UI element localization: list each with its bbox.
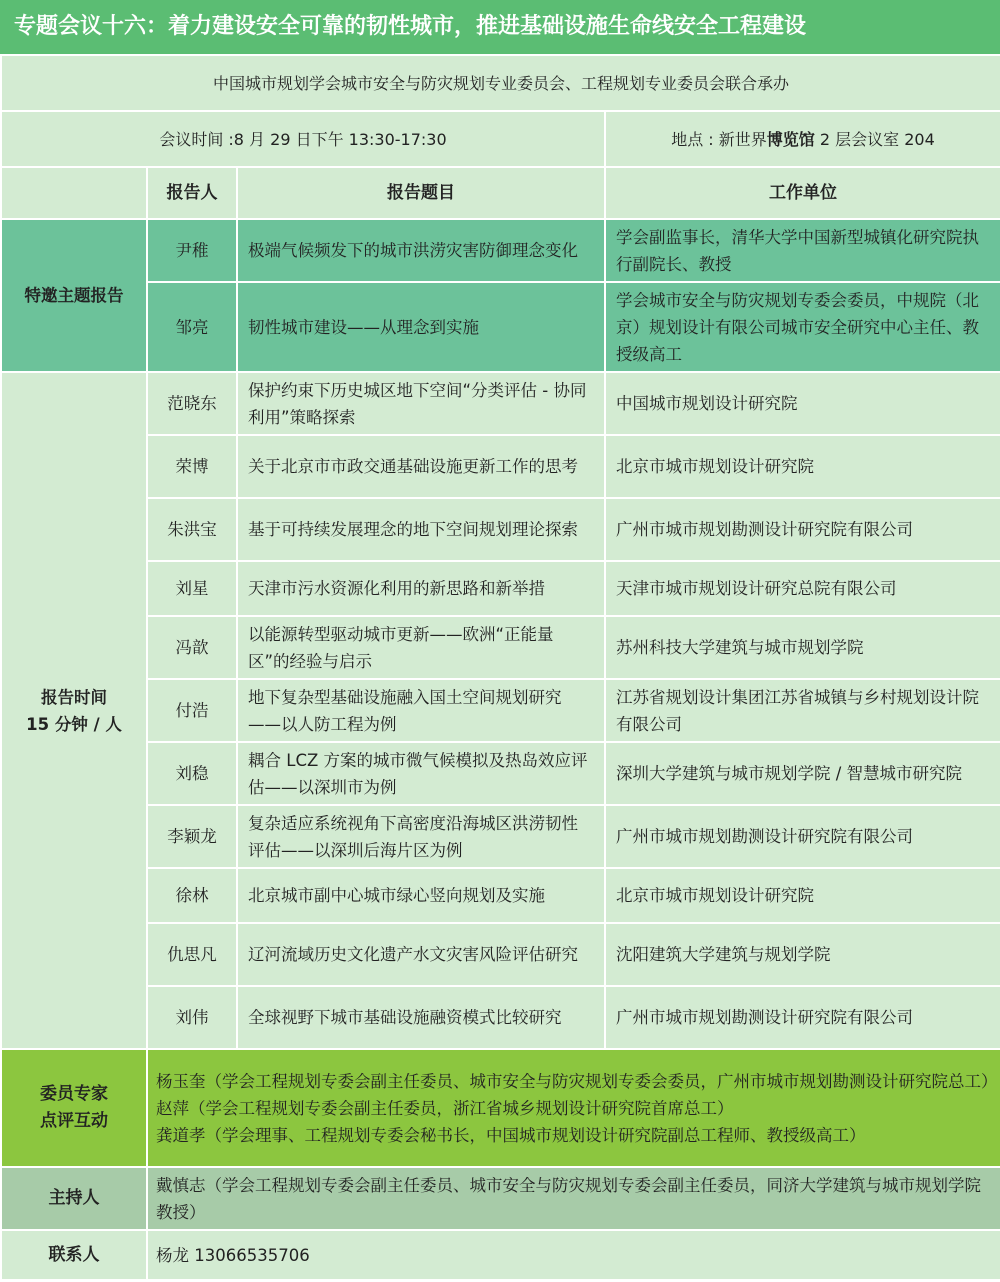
- speaker-name: 范晓东: [147, 372, 237, 435]
- speaker-name: 冯歆: [147, 616, 237, 679]
- review-item: 龚道孝（学会理事、工程规划专委会秘书长，中国城市规划设计研究院副总工程师、教授级高工）: [156, 1125, 866, 1145]
- review-content: [147, 1049, 1000, 1167]
- table-row: [1, 742, 1000, 805]
- host-row: [1, 1167, 1000, 1230]
- table-row: [1, 282, 1000, 372]
- contact-row: [1, 1230, 1000, 1280]
- work-unit: 江苏省规划设计集团江苏省城镇与乡村规划设计院有限公司: [605, 679, 1000, 742]
- table-row: [1, 805, 1000, 868]
- review-item: 赵萍（学会工程规划专委会副主任委员，浙江省城乡规划设计研究院首席总工）: [156, 1098, 734, 1118]
- report-topic: 辽河流域历史文化遗产水文灾害风险评估研究: [237, 923, 605, 986]
- speaker-name: 付浩: [147, 679, 237, 742]
- table-row: [1, 986, 1000, 1049]
- speaker-name: 荣博: [147, 435, 237, 498]
- header-unit: 工作单位: [605, 167, 1000, 219]
- report-topic: 复杂适应系统视角下高密度沿海城区洪涝韧性评估——以深圳后海片区为例: [237, 805, 605, 868]
- table-row: [1, 219, 1000, 282]
- regular-section-label: [1, 372, 147, 1049]
- speaker-name: 刘伟: [147, 986, 237, 1049]
- host-label: 主持人: [1, 1167, 147, 1230]
- report-topic: 以能源转型驱动城市更新——欧洲“正能量区”的经验与启示: [237, 616, 605, 679]
- speaker-name: 朱洪宝: [147, 498, 237, 561]
- contact-label: 联系人: [1, 1230, 147, 1280]
- work-unit: 广州市城市规划勘测设计研究院有限公司: [605, 805, 1000, 868]
- location-prefix: 地点 : 新世界: [671, 129, 767, 149]
- header-speaker: 报告人: [147, 167, 237, 219]
- review-label-line1: 委员专家: [40, 1084, 108, 1104]
- speaker-name: 邹亮: [147, 282, 237, 372]
- speaker-name: 刘稳: [147, 742, 237, 805]
- table-row: [1, 923, 1000, 986]
- organizer-text: 中国城市规划学会城市安全与防灾规划专业委员会、工程规划专业委员会联合承办: [1, 55, 1000, 111]
- review-row: [1, 1049, 1000, 1167]
- table-row: [1, 679, 1000, 742]
- location-venue: 博览馆: [766, 129, 815, 149]
- host-text: 戴慎志（学会工程规划专委会副主任委员、城市安全与防灾规划专委会副主任委员，同济大学建筑与城市规划学院教授）: [147, 1167, 1000, 1230]
- table-row: [1, 498, 1000, 561]
- organizer-row: [1, 55, 1000, 111]
- review-section-label: [1, 1049, 147, 1167]
- speaker-name: 徐林: [147, 868, 237, 923]
- work-unit: 中国城市规划设计研究院: [605, 372, 1000, 435]
- report-topic: 耦合 LCZ 方案的城市微气候模拟及热岛效应评估——以深圳市为例: [237, 742, 605, 805]
- work-unit: 天津市城市规划设计研究总院有限公司: [605, 561, 1000, 616]
- agenda-table: [0, 54, 1000, 1281]
- speaker-name: 尹稚: [147, 219, 237, 282]
- table-row: [1, 372, 1000, 435]
- work-unit: 北京市城市规划设计研究院: [605, 435, 1000, 498]
- table-row: [1, 561, 1000, 616]
- header-empty: [1, 167, 147, 219]
- regular-label-line1: 报告时间: [41, 687, 107, 707]
- work-unit: 苏州科技大学建筑与城市规划学院: [605, 616, 1000, 679]
- report-topic: 韧性城市建设——从理念到实施: [237, 282, 605, 372]
- page-title: 专题会议十六：着力建设安全可靠的韧性城市，推进基础设施生命线安全工程建设: [0, 0, 1000, 54]
- work-unit: 沈阳建筑大学建筑与规划学院: [605, 923, 1000, 986]
- header-topic: 报告题目: [237, 167, 605, 219]
- table-row: [1, 435, 1000, 498]
- work-unit: 广州市城市规划勘测设计研究院有限公司: [605, 986, 1000, 1049]
- contact-text: 杨龙 13066535706: [147, 1230, 1000, 1280]
- speaker-name: 李颖龙: [147, 805, 237, 868]
- report-topic: 基于可持续发展理念的地下空间规划理论探索: [237, 498, 605, 561]
- work-unit: 北京市城市规划设计研究院: [605, 868, 1000, 923]
- work-unit: 广州市城市规划勘测设计研究院有限公司: [605, 498, 1000, 561]
- table-row: [1, 616, 1000, 679]
- speaker-name: 刘星: [147, 561, 237, 616]
- report-topic: 天津市污水资源化利用的新思路和新举措: [237, 561, 605, 616]
- report-topic: 极端气候频发下的城市洪涝灾害防御理念变化: [237, 219, 605, 282]
- regular-label-line2: 15 分钟 / 人: [26, 714, 122, 734]
- review-label-line2: 点评互动: [40, 1111, 108, 1131]
- work-unit: 深圳大学建筑与城市规划学院 / 智慧城市研究院: [605, 742, 1000, 805]
- review-item: 杨玉奎（学会工程规划专委会副主任委员、城市安全与防灾规划专委会委员，广州市城市规划勘测设计研究院总工）: [156, 1071, 998, 1091]
- work-unit: 学会副监事长，清华大学中国新型城镇化研究院执行副院长、教授: [605, 219, 1000, 282]
- report-topic: 关于北京市市政交通基础设施更新工作的思考: [237, 435, 605, 498]
- meeting-info-row: [1, 111, 1000, 167]
- table-row: [1, 868, 1000, 923]
- meeting-location: [605, 111, 1000, 167]
- meeting-time: 会议时间 :8 月 29 日下午 13:30-17:30: [1, 111, 605, 167]
- location-suffix: 2 层会议室 204: [814, 129, 935, 149]
- work-unit: 学会城市安全与防灾规划专委会委员，中规院（北京）规划设计有限公司城市安全研究中心主任、教授级高工: [605, 282, 1000, 372]
- table-header-row: [1, 167, 1000, 219]
- report-topic: 全球视野下城市基础设施融资模式比较研究: [237, 986, 605, 1049]
- report-topic: 北京城市副中心城市绿心竖向规划及实施: [237, 868, 605, 923]
- special-section-label: 特邀主题报告: [1, 219, 147, 372]
- report-topic: 地下复杂型基础设施融入国土空间规划研究——以人防工程为例: [237, 679, 605, 742]
- report-topic: 保护约束下历史城区地下空间“分类评估 - 协同利用”策略探索: [237, 372, 605, 435]
- speaker-name: 仇思凡: [147, 923, 237, 986]
